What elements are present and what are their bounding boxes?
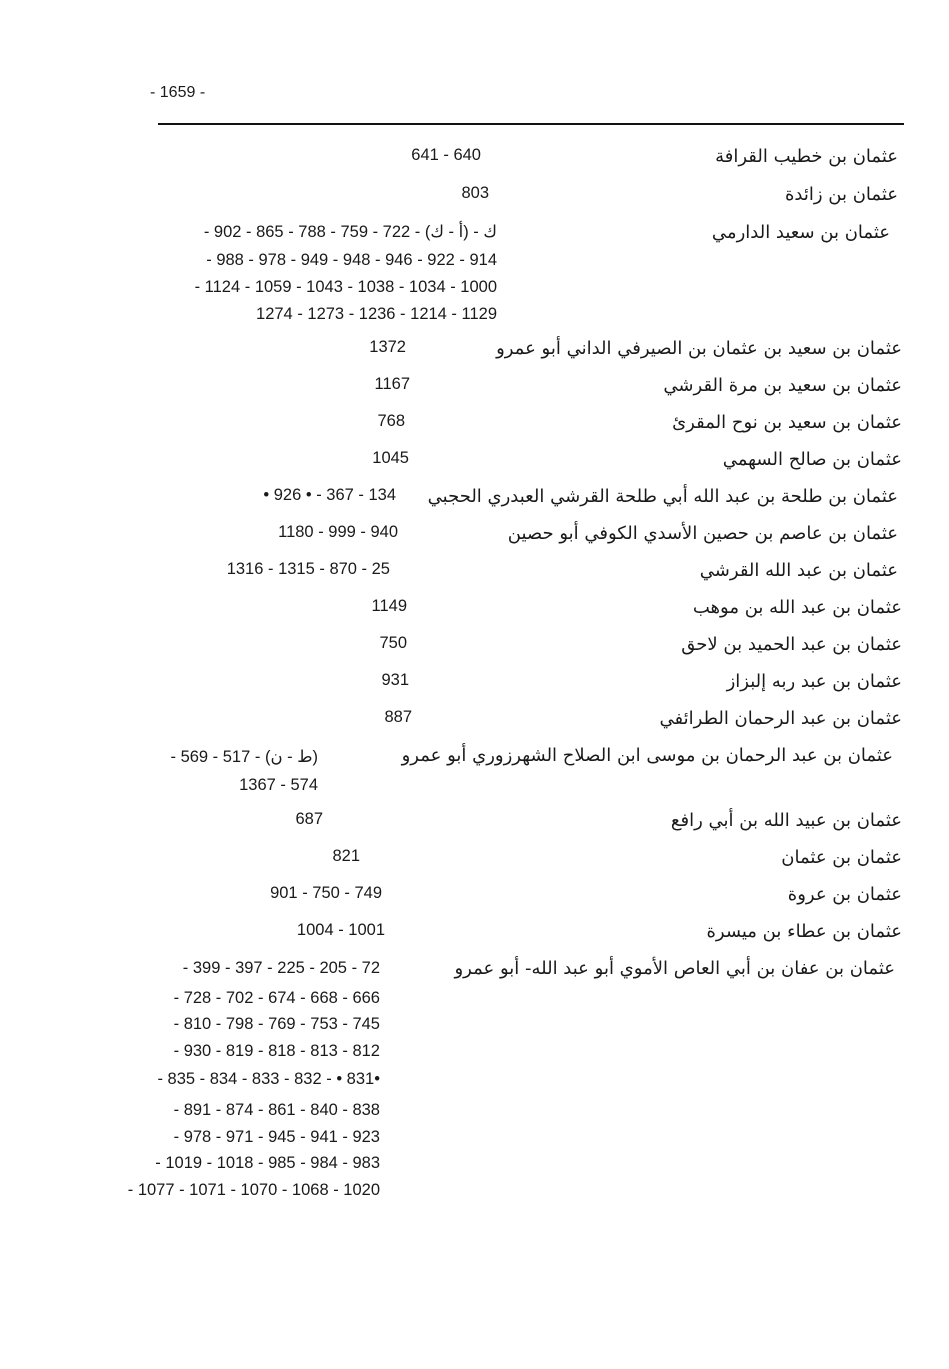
entry-page-refs: 1367 - 574 [239,776,318,794]
entry-page-refs: 1316 - 1315 - 870 - 25 [226,560,390,578]
entry-page-refs: 1180 - 999 - 940 [278,523,398,541]
page-number: - 1659 - [150,84,206,101]
entry-page-refs: 768 [377,412,405,430]
entry-page-refs: - 835 - 834 - 833 - 832 - • 831• [157,1070,380,1088]
entry-name: عثمان بن خطيب القرافة [715,146,898,167]
entry-page-refs: 931 [381,671,409,689]
entry-page-refs: 1004 - 1001 [296,921,385,939]
header-rule [158,123,904,125]
entry-page-refs: - 569 - 517 - (ط - ن) [170,748,318,766]
entry-name: عثمان بن عثمان [781,847,902,868]
entry-page-refs: 887 [384,708,412,726]
entry-name: عثمان بن عبد الله بن موهب [692,597,902,618]
entry-name: عثمان بن عروة [787,884,902,905]
entry-name: عثمان بن عبد ربه إلبزاز [726,671,902,692]
entry-page-refs: 1045 [372,449,409,467]
entry-name: عثمان بن عبيد الله بن أبي رافع [670,810,902,831]
entry-page-refs: 750 [379,634,407,652]
entry-name: عثمان بن عبد الحميد بن لاحق [681,634,902,655]
entry-page-refs: - 810 - 798 - 769 - 753 - 745 [173,1015,380,1033]
entry-page-refs: - 988 - 978 - 949 - 948 - 946 - 922 - 914 [206,251,497,269]
entry-page-refs: 1167 [374,375,410,393]
entry-page-refs: - 930 - 819 - 818 - 813 - 812 [173,1042,380,1060]
entry-page-refs: - 978 - 971 - 945 - 941 - 923 [173,1128,380,1146]
entry-page-refs: 803 [461,184,489,202]
entry-name: عثمان بن عاصم بن حصين الأسدي الكوفي أبو حصين [507,523,898,544]
entry-page-refs: - 1077 - 1071 - 1070 - 1068 - 1020 [127,1181,380,1199]
entry-page-refs: - 1019 - 1018 - 985 - 984 - 983 [155,1154,380,1172]
entry-page-refs: 901 - 750 - 749 [270,884,382,902]
entry-page-refs: 641 - 640 [411,146,481,164]
entry-page-refs: 1149 [371,597,407,615]
entry-name: عثمان بن سعيد بن نوح المقرئ [672,412,902,433]
entry-name: عثمان بن عبد الرحمان الطرائفي [659,708,902,729]
entry-name: عثمان بن عبد الله القرشي [699,560,898,581]
entry-name: عثمان بن سعيد بن مرة القرشي [663,375,902,396]
entry-name: عثمان بن صالح السهمي [722,449,902,470]
entry-page-refs: - 399 - 397 - 225 - 205 - 72 [182,959,380,977]
entry-page-refs: • 926 • - 367 - 134 [263,486,396,504]
entry-page-refs: - 891 - 874 - 861 - 840 - 838 [173,1101,380,1119]
entry-name: عثمان بن طلحة بن عبد الله أبي طلحة القرشي العبدري الحجبي [427,486,898,507]
entry-page-refs: - 728 - 702 - 674 - 668 - 666 [173,989,380,1007]
entry-page-refs: 821 [332,847,360,865]
entry-page-refs: - 1124 - 1059 - 1043 - 1038 - 1034 - 1000 [194,278,497,296]
entry-name: عثمان بن سعيد بن عثمان بن الصيرفي الداني أبو عمرو [496,338,902,359]
entry-page-refs: 687 [295,810,323,828]
entry-page-refs: - 902 - 865 - 788 - 759 - 722 - (أ - ك) - ك [203,223,497,241]
entry-name: عثمان بن عطاء بن ميسرة [706,921,902,942]
entry-name: عثمان بن عبد الرحمان بن موسى ابن الصلاح الشهرزوري أبو عمرو [401,745,893,766]
entry-name: عثمان بن زائدة [784,184,898,205]
entry-name: عثمان بن سعيد الدارمي [711,222,890,243]
entry-page-refs: 1274 - 1273 - 1236 - 1214 - 1129 [256,305,497,323]
entry-page-refs: 1372 [369,338,406,356]
entry-name: عثمان بن عفان بن أبي العاص الأموي أبو عبد الله- أبو عمرو [454,958,895,979]
